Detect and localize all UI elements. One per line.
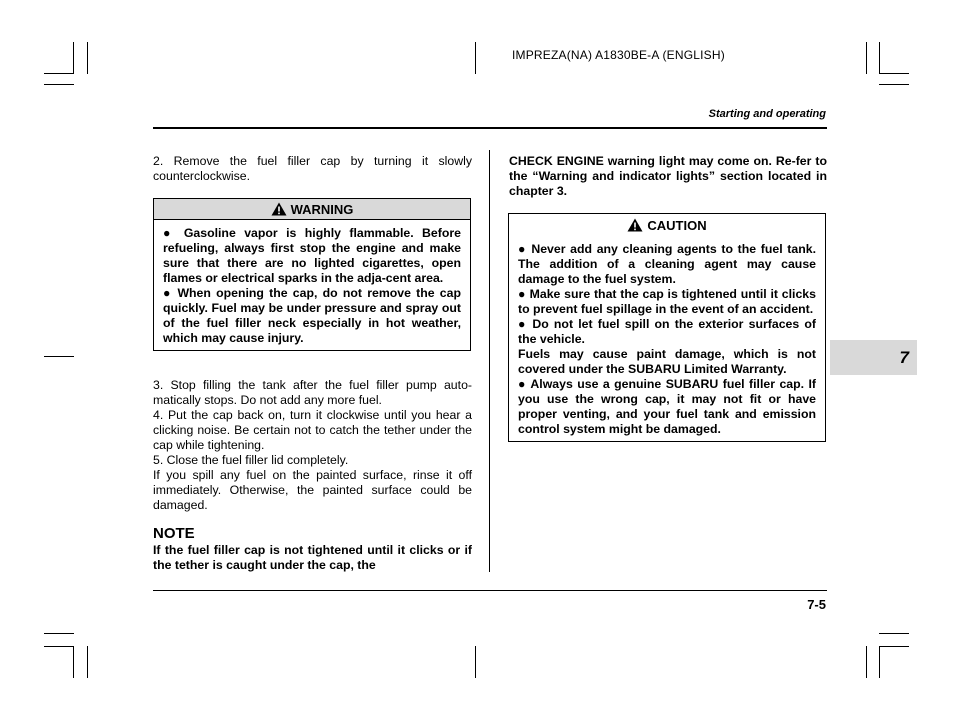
- warning-title: WARNING: [290, 201, 354, 217]
- crop-mark: [44, 633, 74, 634]
- step-4: 4. Put the cap back on, turn it clockwise until you hear a clicking noise. Be certain not to catch the tether under the cap while tightening.: [153, 408, 472, 452]
- spill-paragraph: If you spill any fuel on the painted surface, rinse it off immediately. Otherwise, the painted surface could be damaged.: [153, 468, 472, 512]
- step-5: 5. Close the fuel filler lid completely.: [153, 453, 349, 467]
- crop-mark: [44, 73, 74, 74]
- warning-box: [153, 198, 471, 351]
- column-divider: [489, 150, 490, 572]
- crop-mark: [879, 633, 909, 634]
- note-title: NOTE: [153, 525, 195, 542]
- crop-mark: [73, 42, 74, 74]
- caution-body: [509, 236, 825, 441]
- warning-triangle-icon: [627, 218, 643, 232]
- crop-mark: [87, 42, 88, 74]
- crop-mark: [866, 42, 867, 74]
- caution-header: [509, 214, 825, 236]
- crop-mark: [475, 42, 476, 74]
- section-title: Starting and operating: [708, 108, 826, 120]
- crop-mark: [879, 646, 909, 647]
- crop-mark: [44, 646, 74, 647]
- caution-item: ● Make sure that the cap is tightened until it clicks to prevent fuel spillage in the event of an accident.: [518, 287, 816, 316]
- warning-body: [154, 220, 470, 350]
- crop-mark: [879, 73, 909, 74]
- crop-mark: [87, 646, 88, 678]
- page-number: 7-5: [807, 597, 826, 612]
- note-text: If the fuel filler cap is not tightened until it clicks or if the tether is caught under the cap, the: [153, 543, 472, 572]
- caution-item: ● Do not let fuel spill on the exterior surfaces of the vehicle.: [518, 317, 816, 346]
- continuation-text: CHECK ENGINE warning light may come on. Re-fer to the “Warning and indicator lights” section located in chapter 3.: [509, 154, 827, 198]
- chapter-tab: 7: [830, 340, 917, 375]
- warning-item: ● Gasoline vapor is highly flammable. Before refueling, always first stop the engine and make sure that there are no lighted cigarettes, open flames or electrical sparks in the adja-cent area.: [163, 226, 461, 285]
- crop-mark: [44, 356, 74, 357]
- crop-mark: [879, 84, 909, 85]
- right-column: [509, 154, 827, 199]
- footer-rule: [153, 590, 827, 591]
- caution-box: [508, 213, 826, 442]
- left-column: [153, 154, 472, 184]
- step-3: 3. Stop filling the tank after the fuel filler pump auto-matically stops. Do not add any more fuel.: [153, 378, 472, 407]
- warning-header: [154, 199, 470, 220]
- caution-item: ● Always use a genuine SUBARU fuel filler cap. If you use the wrong cap, it may not fit or have proper venting, and your fuel tank and emission control system might be damaged.: [518, 377, 816, 436]
- crop-mark: [73, 646, 74, 678]
- crop-mark: [866, 646, 867, 678]
- header-rule: [153, 127, 827, 129]
- warning-item: ● When opening the cap, do not remove the cap quickly. Fuel may be under pressure and spray out of the fuel filler neck especially in hot weather, which may cause injury.: [163, 286, 461, 345]
- crop-mark: [475, 646, 476, 678]
- caution-item: ● Never add any cleaning agents to the fuel tank. The addition of a cleaning agent may cause damage to the fuel system.: [518, 242, 816, 286]
- step-2: 2. Remove the fuel filler cap by turning it slowly counterclockwise.: [153, 154, 472, 183]
- warning-triangle-icon: [271, 202, 287, 216]
- crop-mark: [879, 42, 880, 74]
- crop-mark: [44, 84, 74, 85]
- caution-title: CAUTION: [647, 217, 707, 233]
- document-code: IMPREZA(NA) A1830BE-A (ENGLISH): [512, 48, 725, 62]
- caution-item: Fuels may cause paint damage, which is not covered under the SUBARU Limited Warranty.: [518, 347, 816, 376]
- left-column-steps: [153, 378, 472, 573]
- crop-mark: [879, 646, 880, 678]
